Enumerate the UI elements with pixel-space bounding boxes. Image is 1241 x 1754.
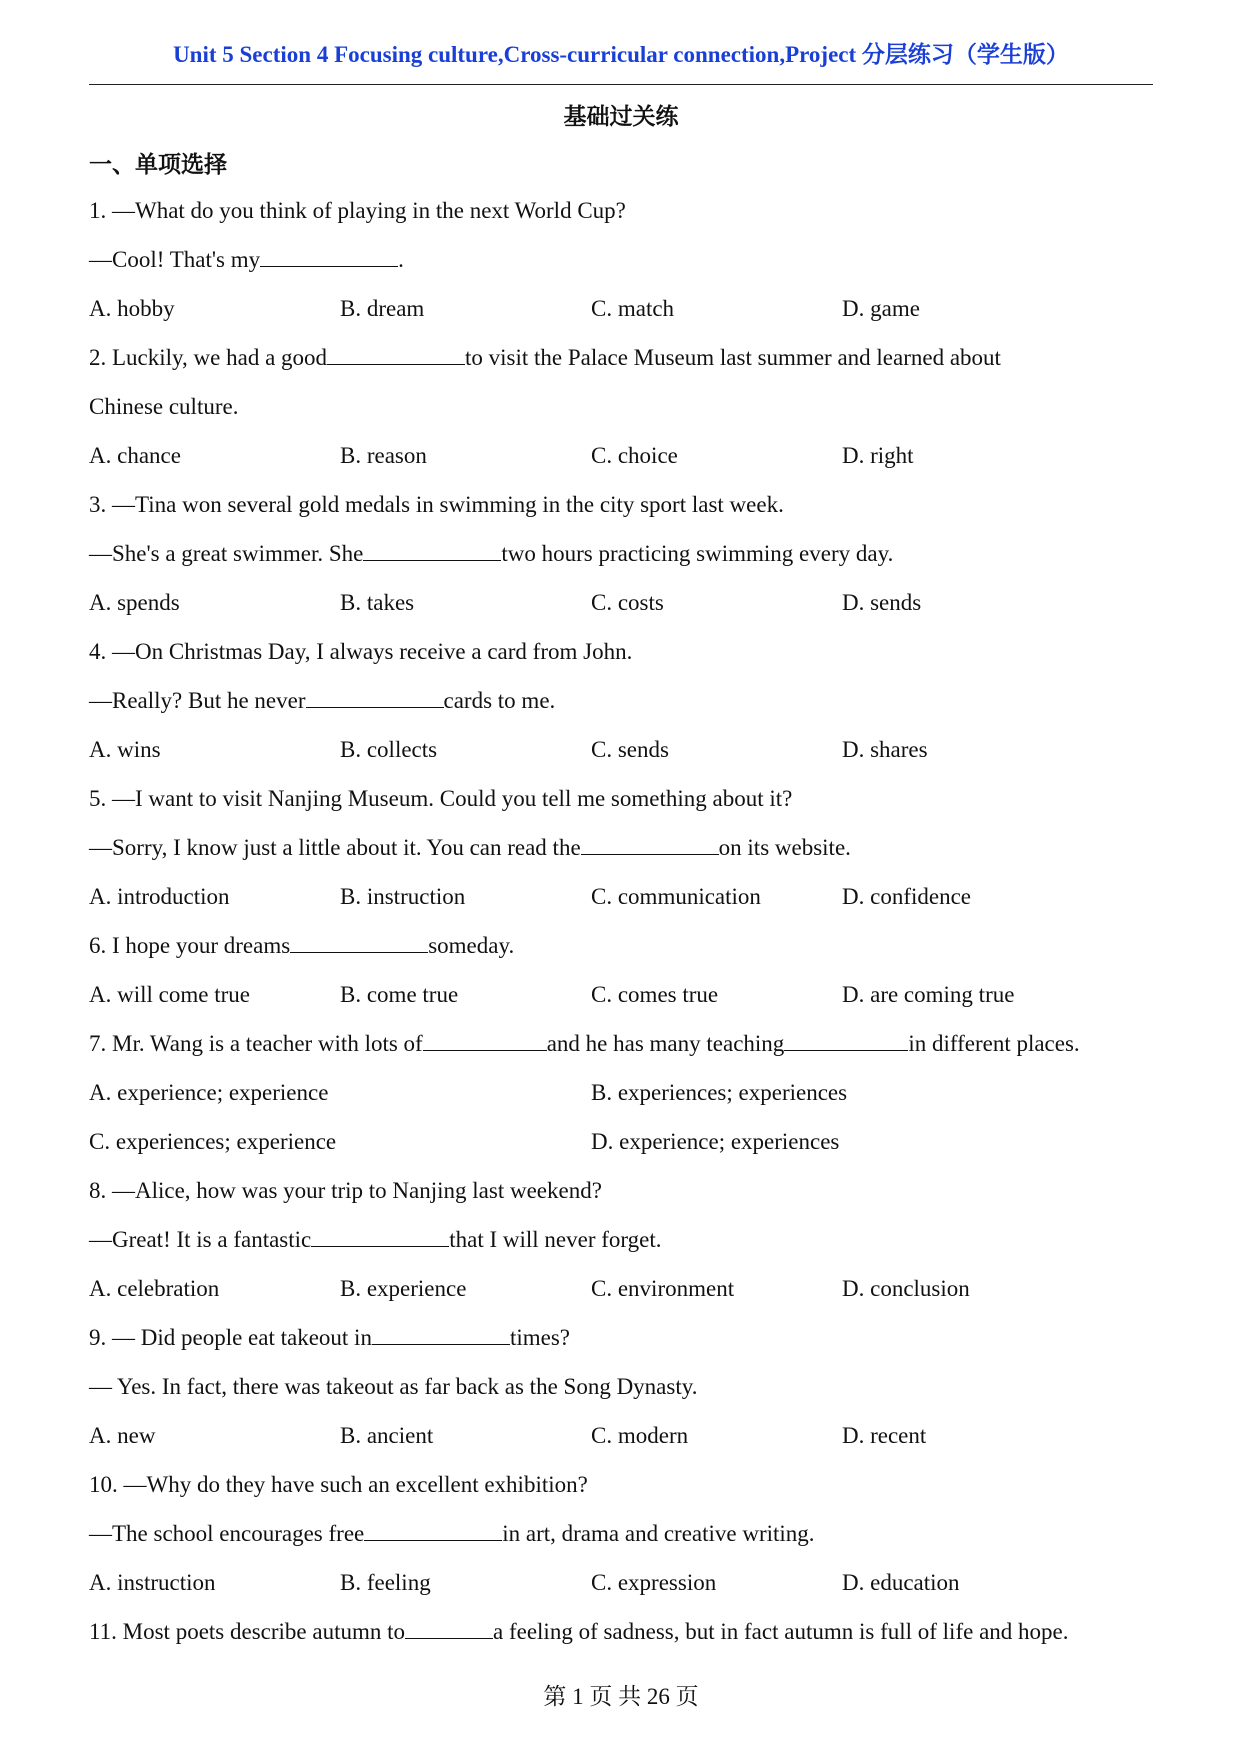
answer-blank[interactable] [290,928,428,953]
option-c[interactable]: C. environment [591,1276,735,1301]
header-divider [89,84,1153,85]
question-2-stem-cont: Chinese culture. [89,394,239,419]
answer-blank[interactable] [363,536,501,561]
answer-blank[interactable] [405,1614,493,1639]
option-b[interactable]: B. come true [340,982,459,1007]
option-d[interactable]: D. education [842,1570,960,1595]
question-8-options [89,1268,1169,1317]
question-9-stem: 9. — Did people eat takeout in times? [89,1317,1169,1366]
option-d[interactable]: D. experience; experiences [591,1129,840,1154]
answer-blank[interactable] [581,830,719,855]
question-9-reply: — Yes. In fact, there was takeout as far back as the Song Dynasty. [89,1374,698,1399]
question-7-options-cd [89,1121,1169,1170]
answer-blank[interactable] [784,1026,908,1051]
question-6-stem: 6. I hope your dreams someday. [89,925,1169,974]
question-9-options [89,1415,1169,1464]
option-b[interactable]: B. experience [340,1276,467,1301]
document-header: Unit 5 Section 4 Focusing culture,Cross-curricular connection,Project 分层练习（学生版） [173,42,1069,67]
answer-blank[interactable] [306,683,444,708]
answer-blank[interactable] [327,340,465,365]
question-1-options [89,288,1169,337]
option-c[interactable]: C. modern [591,1423,689,1448]
question-2-options [89,435,1169,484]
option-d[interactable]: D. sends [842,590,922,615]
option-b[interactable]: B. collects [340,737,438,762]
option-d[interactable]: D. are coming true [842,982,1015,1007]
question-3-reply: —She's a great swimmer. She two hours practicing swimming every day. [89,533,1169,582]
option-b[interactable]: B. experiences; experiences [591,1080,848,1105]
option-c[interactable]: C. sends [591,737,669,762]
answer-blank[interactable] [423,1026,547,1051]
page-footer: 第 1 页 共 26 页 [543,1684,699,1709]
question-10-stem: 10. —Why do they have such an excellent exhibition? [89,1472,588,1497]
question-3-stem: 3. —Tina won several gold medals in swimming in the city sport last week. [89,492,784,517]
question-4-reply: —Really? But he never cards to me. [89,680,1169,729]
option-b[interactable]: B. dream [340,296,425,321]
option-a[interactable]: A. wins [89,737,161,762]
question-8-reply: —Great! It is a fantastic that I will never forget. [89,1219,1169,1268]
option-a[interactable]: A. introduction [89,884,230,909]
option-a[interactable]: A. instruction [89,1570,216,1595]
question-1-reply: —Cool! That's my . [89,239,1169,288]
question-2-stem: 2. Luckily, we had a good to visit the Palace Museum last summer and learned about [89,337,1169,386]
answer-blank[interactable] [372,1320,510,1345]
option-c[interactable]: C. expression [591,1570,717,1595]
option-c[interactable]: C. comes true [591,982,719,1007]
option-c[interactable]: C. choice [591,443,678,468]
question-7-options-ab [89,1072,1169,1121]
option-a[interactable]: A. spends [89,590,180,615]
question-10-options [89,1562,1169,1611]
question-1-stem: 1. —What do you think of playing in the next World Cup? [89,198,626,223]
option-d[interactable]: D. game [842,296,920,321]
option-b[interactable]: B. instruction [340,884,466,909]
question-5-reply: —Sorry, I know just a little about it. You can read the on its website. [89,827,1169,876]
option-c[interactable]: C. match [591,296,675,321]
question-8-stem: 8. —Alice, how was your trip to Nanjing last weekend? [89,1178,602,1203]
option-a[interactable]: A. experience; experience [89,1080,329,1105]
option-b[interactable]: B. ancient [340,1423,434,1448]
question-6-options [89,974,1169,1023]
question-10-reply: —The school encourages free in art, drama and creative writing. [89,1513,1169,1562]
question-7-stem: 7. Mr. Wang is a teacher with lots of and he has many teaching in different places. [89,1023,1169,1072]
question-5-stem: 5. —I want to visit Nanjing Museum. Could you tell me something about it? [89,786,793,811]
option-d[interactable]: D. right [842,443,914,468]
option-a[interactable]: A. will come true [89,982,250,1007]
option-a[interactable]: A. chance [89,443,181,468]
option-c[interactable]: C. costs [591,590,664,615]
option-b[interactable]: B. reason [340,443,427,468]
option-b[interactable]: B. takes [340,590,415,615]
question-4-options [89,729,1169,778]
option-d[interactable]: D. recent [842,1423,927,1448]
section-title: 基础过关练 [563,104,679,130]
question-11-stem: 11. Most poets describe autumn to a feeling of sadness, but in fact autumn is full of life and hope. [89,1611,1169,1660]
answer-blank[interactable] [364,1516,502,1541]
option-c[interactable]: C. experiences; experience [89,1129,337,1154]
option-d[interactable]: D. confidence [842,884,971,909]
question-list [89,190,1169,1660]
answer-blank[interactable] [311,1222,449,1247]
part-title: 一、单项选择 [89,152,227,178]
option-c[interactable]: C. communication [591,884,761,909]
question-3-options [89,582,1169,631]
question-5-options [89,876,1169,925]
option-a[interactable]: A. hobby [89,296,175,321]
option-a[interactable]: A. new [89,1423,156,1448]
option-a[interactable]: A. celebration [89,1276,220,1301]
answer-blank[interactable] [260,242,398,267]
option-b[interactable]: B. feeling [340,1570,431,1595]
question-4-stem: 4. —On Christmas Day, I always receive a card from John. [89,639,633,664]
option-d[interactable]: D. shares [842,737,928,762]
option-d[interactable]: D. conclusion [842,1276,970,1301]
